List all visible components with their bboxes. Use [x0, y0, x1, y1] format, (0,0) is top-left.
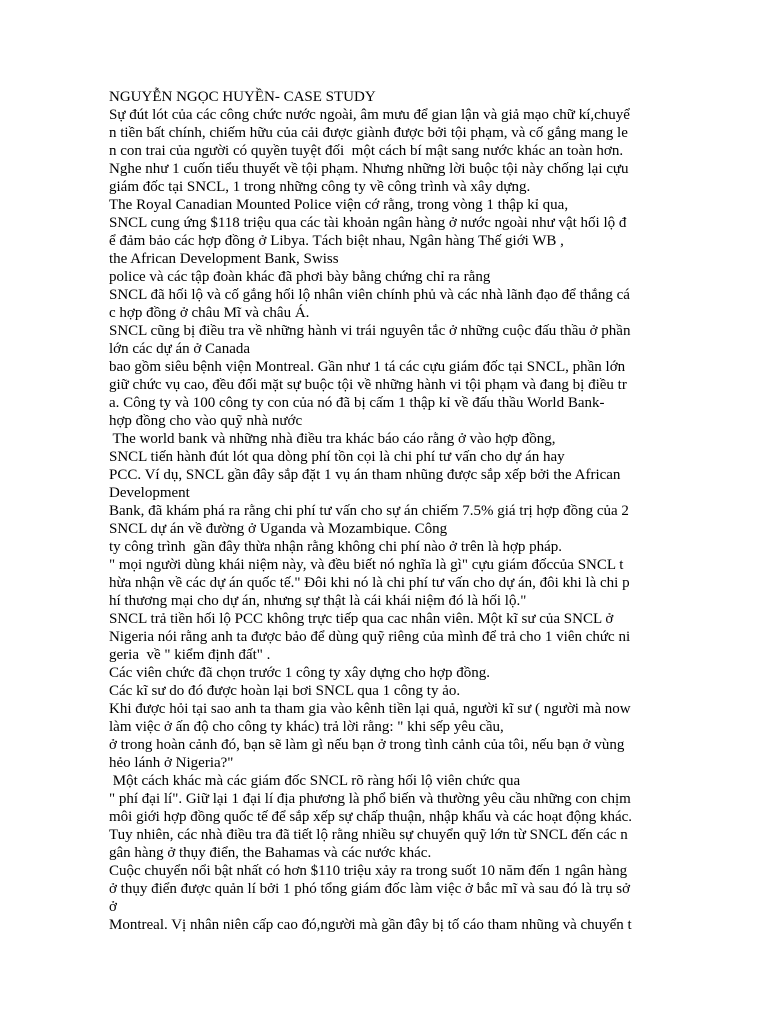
text-line: SNCL dự án về đường ở Uganda và Mozambique. Công	[109, 521, 448, 537]
text-line: ty công trình gần đây thừa nhận rằng không chi phí nào ở trên là hợp pháp.	[109, 539, 563, 555]
text-line: SNCL cung ứng $118 triệu qua các tài khoản ngân hàng ở nước ngoài như vật hối lộ đ	[109, 215, 627, 231]
text-line: giữ chức vụ cao, đều đối mặt sự buộc tội về những hành vi tội phạm và đang bị điều tr	[109, 377, 627, 393]
text-line: hừa nhận về các dự án quốc tế." Đôi khi nó là chi phí tư vấn cho dự án, đôi khi là chi p	[109, 575, 630, 591]
text-line: SNCL trả tiền hối lộ PCC không trực tiếp qua cac nhân viên. Một kĩ sư của SNCL ở	[109, 611, 614, 627]
text-line: hí thương mại cho dự án, nhưng sự thật là cái khái niệm đó là hối lộ."	[109, 593, 527, 609]
text-line: bao gồm siêu bệnh viện Montreal. Gần như 1 tá các cựu giám đốc tại SNCL, phần lớn	[109, 359, 626, 375]
text-line: Các viên chức đã chọn trước 1 công ty xây dựng cho hợp đồng.	[109, 665, 490, 681]
text-line: c hợp đồng ở châu Mĩ và châu Á.	[109, 305, 310, 321]
text-line: SNCL đã hối lộ và cố gắng hối lộ nhân viên chính phủ và các nhà lãnh đạo để thắng cá	[109, 287, 630, 303]
text-line: làm việc ở ấn độ cho công ty khác) trả lời rằng: " khi sếp yêu cầu,	[109, 719, 504, 735]
text-line: Nigeria nói rằng anh ta được bảo để dùng quỹ riêng của mình để trả cho 1 viên chức ni	[109, 629, 631, 645]
text-line: Development	[109, 485, 190, 501]
text-line: ể đảm bảo các hợp đồng ở Libya. Tách biệt nhau, Ngân hàng Thế giới WB ,	[109, 233, 564, 249]
text-line: the African Development Bank, Swiss	[109, 251, 339, 267]
document-title: NGUYỄN NGỌC HUYỀN- CASE STUDY	[109, 89, 376, 105]
text-line: geria về " kiểm định đất" .	[109, 647, 271, 663]
text-line: ở	[109, 899, 117, 915]
text-line: môi giới hợp đồng quốc tế để sắp xếp sự chấp thuận, nhập khẩu và các hoạt động khác.	[109, 809, 633, 825]
text-line: Montreal. Vị nhân niên cấp cao đó,người mà gần đây bị tố cáo tham nhũng và chuyển t	[109, 917, 632, 933]
text-line: Sự đút lót của các công chức nước ngoài, âm mưu để gian lận và giả mạo chữ kí,chuyể	[109, 107, 630, 123]
text-line: Các kĩ sư do đó được hoàn lại bơi SNCL qua 1 công ty ảo.	[109, 683, 461, 699]
text-line: Nghe như 1 cuốn tiểu thuyết về tội phạm. Nhưng những lời buộc tội này chống lại cựu	[109, 161, 629, 177]
text-line: Bank, đã khám phá ra rằng chi phí tư vấn cho sự án chiếm 7.5% giá trị hợp đồng của 2	[109, 503, 629, 519]
text-line: Một cách khác mà các giám đốc SNCL rõ ràng hối lộ viên chức qua	[109, 773, 521, 789]
text-line: hẻo lánh ở Nigeria?"	[109, 755, 234, 771]
text-line: lớn các dự án ở Canada	[109, 341, 251, 357]
text-line: The world bank và những nhà điều tra khác báo cáo rằng ở vào hợp đồng,	[109, 431, 556, 447]
text-line: ở trong hoàn cảnh đó, bạn sẽ làm gì nếu bạn ở trong tình cảnh của tôi, nếu bạn ở vùng	[109, 737, 625, 753]
document-body	[109, 88, 699, 934]
text-line: SNCL cũng bị điều tra về những hành vi trái nguyên tắc ở những cuộc đấu thầu ở phần	[109, 323, 631, 339]
text-line: Khi được hỏi tại sao anh ta tham gia vào kênh tiền lại quả, người kĩ sư ( người mà now	[109, 701, 631, 717]
text-line: " phí đại lí". Giữ lại 1 đại lí địa phương là phổ biến và thường yêu cầu những con chịm	[109, 791, 631, 807]
text-line: The Royal Canadian Mounted Police viện cớ rằng, trong vòng 1 thập kỉ qua,	[109, 197, 569, 213]
text-line: giám đốc tại SNCL, 1 trong những công ty về công trình và xây dựng.	[109, 179, 531, 195]
text-line: ở thụy điển được quản lí bởi 1 phó tổng giám đốc làm việc ở bắc mĩ và sau đó là trụ sở	[109, 881, 631, 897]
text-line: Cuộc chuyển nổi bật nhất có hơn $110 triệu xảy ra trong suốt 10 năm đến 1 ngân hàng	[109, 863, 628, 879]
text-line: SNCL tiến hành đút lót qua dòng phí tồn cọi là chi phí tư vấn cho dự án hay	[109, 449, 565, 465]
text-line: PCC. Ví dụ, SNCL gần đây sắp đặt 1 vụ án tham nhũng được sắp xếp bởi the African	[109, 467, 621, 483]
text-line: police và các tập đoàn khác đã phơi bày bằng chứng chỉ ra rằng	[109, 269, 491, 285]
text-line: n con trai của người có quyền tuyệt đối một cách bí mật sang nước khác an toàn hơn.	[109, 143, 624, 159]
text-line: a. Công ty và 100 công ty con của nó đã bị cấm 1 thập kỉ về đấu thầu World Bank-	[109, 395, 605, 411]
text-line: Tuy nhiên, các nhà điều tra đã tiết lộ rằng nhiều sự chuyển quỹ lớn từ SNCL đến các n	[109, 827, 628, 843]
text-line: gân hàng ở thụy điển, the Bahamas và các nước khác.	[109, 845, 432, 861]
text-line: " mọi người dùng khái niệm này, và đều biết nó nghĩa là gì" cựu giám đốccủa SNCL t	[109, 557, 624, 573]
text-line: hợp đồng cho vào quỹ nhà nước	[109, 413, 303, 429]
text-line: n tiền bất chính, chiếm hữu của cải được giành được bởi tội phạm, và cố gắng mang le	[109, 125, 628, 141]
